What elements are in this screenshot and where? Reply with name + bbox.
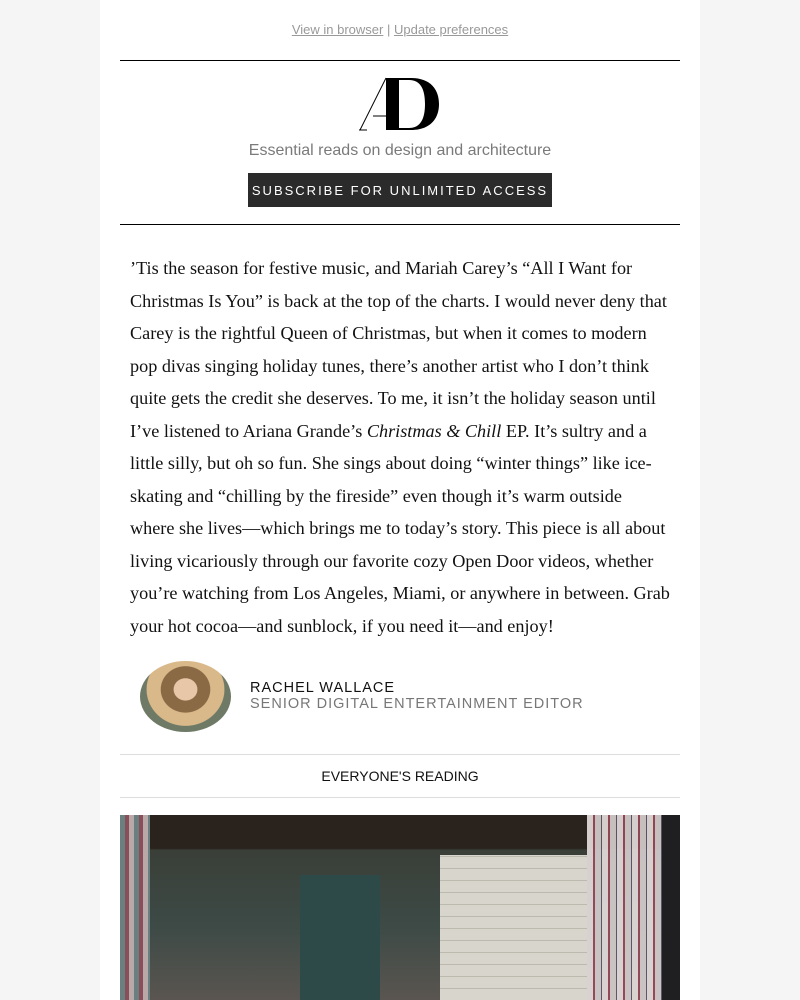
preheader [100,22,700,37]
update-preferences-link[interactable]: Update preferences [393,22,509,37]
featured-article-image[interactable] [120,815,680,1000]
intro-text: EP. It’s sultry and a little silly, but oh so fun. She sings about doing “winter things” like ice-skating and “chilling by the fireside” even though it’s warm outside where she lives—which brings me to today’s story. This piece is all about living vicariously through our favorite cozy Open Door videos, whether you’re watching from Los Angeles, Miami, or anywhere in between. Grab your hot cocoa—and sunblock, if you need it—and enjoy! [130,420,670,636]
divider [120,60,680,61]
intro-paragraph [130,252,670,642]
author-role: SENIOR DIGITAL ENTERTAINMENT EDITOR [250,696,584,712]
view-in-browser-link[interactable]: View in browser [291,22,384,37]
email-container [100,0,700,1000]
divider [120,754,680,755]
intro-text: ’Tis the season for festive music, and Mariah Carey’s “All I Want for Christmas Is You” is back at the top of the charts. I would never deny that Carey is the rightful Queen of Christmas, but when it comes to modern pop divas singing holiday tunes, there’s another artist who I don’t think quite gets the credit she deserves. To me, it isn’t the holiday season until I’ve listened to Ariana Grande’s [130,258,667,441]
section-title: EVERYONE'S READING [321,768,479,784]
ad-logo[interactable] [100,76,700,137]
author-avatar [140,661,231,732]
separator: | [386,22,391,37]
divider [120,224,680,225]
author-name: RACHEL WALLACE [250,680,396,696]
ep-title: Christmas & Chill [366,420,502,441]
divider [120,797,680,798]
tagline: Essential reads on design and architecture [248,142,552,159]
subscribe-button[interactable]: SUBSCRIBE FOR UNLIMITED ACCESS [248,173,552,207]
